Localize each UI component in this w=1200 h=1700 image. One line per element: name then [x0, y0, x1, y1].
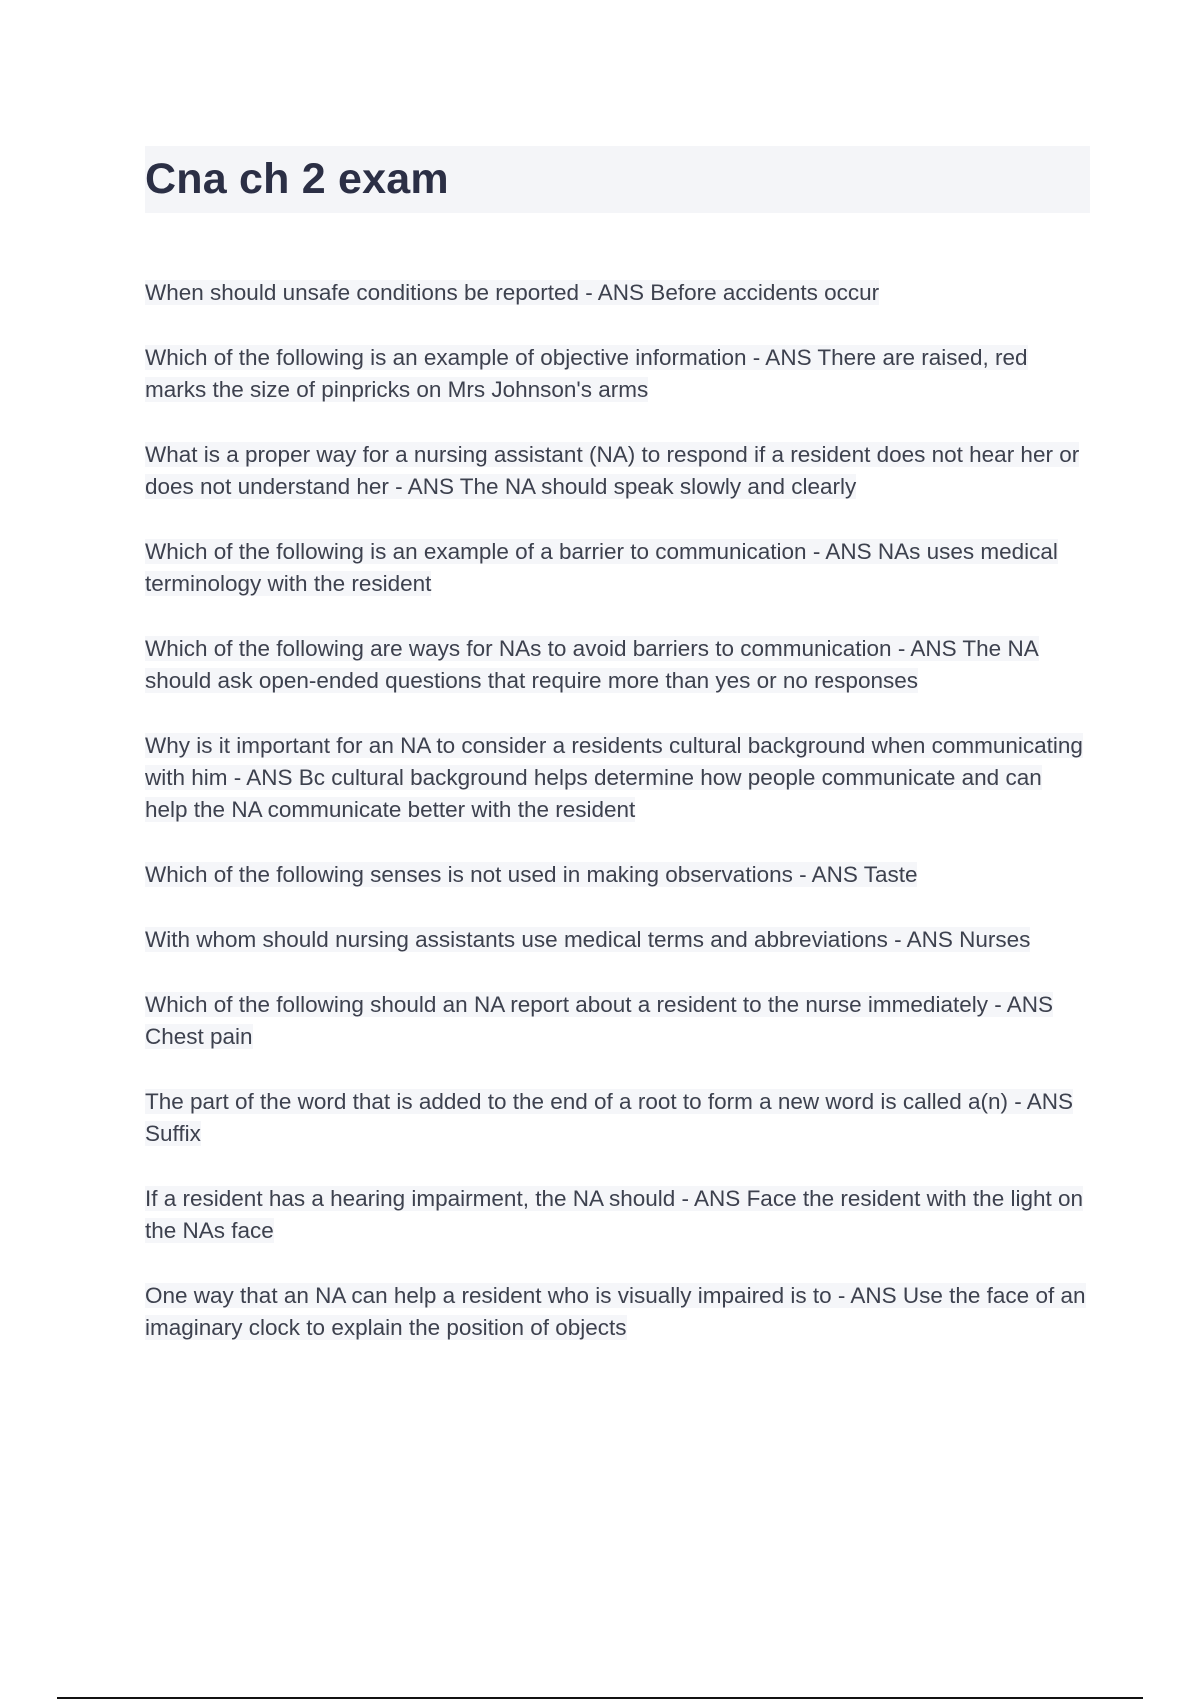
qa-item	[145, 859, 1090, 891]
qa-item	[145, 1086, 1090, 1150]
title-bar	[145, 146, 1090, 213]
qa-text: Which of the following is an example of objective information - ANS There are raised, red marks the size of pinpricks on Mrs Johnson's arms	[145, 345, 1028, 402]
qa-item	[145, 730, 1090, 826]
qa-text: One way that an NA can help a resident who is visually impaired is to - ANS Use the face of an imaginary clock to explain the position of objects	[145, 1283, 1086, 1340]
qa-text: Which of the following senses is not used in making observations - ANS Taste	[145, 862, 918, 887]
qa-item	[145, 924, 1090, 956]
document-page	[145, 146, 1090, 1377]
qa-text: Which of the following should an NA report about a resident to the nurse immediately - ANS Chest pain	[145, 992, 1053, 1049]
qa-item	[145, 439, 1090, 503]
footer-divider	[57, 1697, 1143, 1699]
qa-item	[145, 633, 1090, 697]
qa-text: Which of the following is an example of a barrier to communication - ANS NAs uses medical terminology with the resident	[145, 539, 1058, 596]
qa-text: With whom should nursing assistants use medical terms and abbreviations - ANS Nurses	[145, 927, 1031, 952]
page-title: Cna ch 2 exam	[145, 155, 449, 203]
qa-item	[145, 989, 1090, 1053]
qa-item	[145, 1183, 1090, 1247]
qa-item	[145, 342, 1090, 406]
qa-text: If a resident has a hearing impairment, the NA should - ANS Face the resident with the light on the NAs face	[145, 1186, 1084, 1243]
qa-text: Which of the following are ways for NAs to avoid barriers to communication - ANS The NA should ask open-ended questions that require more than yes or no responses	[145, 636, 1039, 693]
qa-item	[145, 536, 1090, 600]
qa-item	[145, 1280, 1090, 1344]
qa-text: Why is it important for an NA to consider a residents cultural background when communicating with him - ANS Bc cultural background helps determine how people communicate and can help the NA communicate better with the resident	[145, 733, 1083, 822]
qa-text: What is a proper way for a nursing assistant (NA) to respond if a resident does not hear her or does not understand her - ANS The NA should speak slowly and clearly	[145, 442, 1080, 499]
qa-item	[145, 277, 1090, 309]
qa-list	[145, 277, 1090, 1344]
qa-text: When should unsafe conditions be reported - ANS Before accidents occur	[145, 280, 880, 305]
qa-text: The part of the word that is added to the end of a root to form a new word is called a(n) - ANS Suffix	[145, 1089, 1073, 1146]
